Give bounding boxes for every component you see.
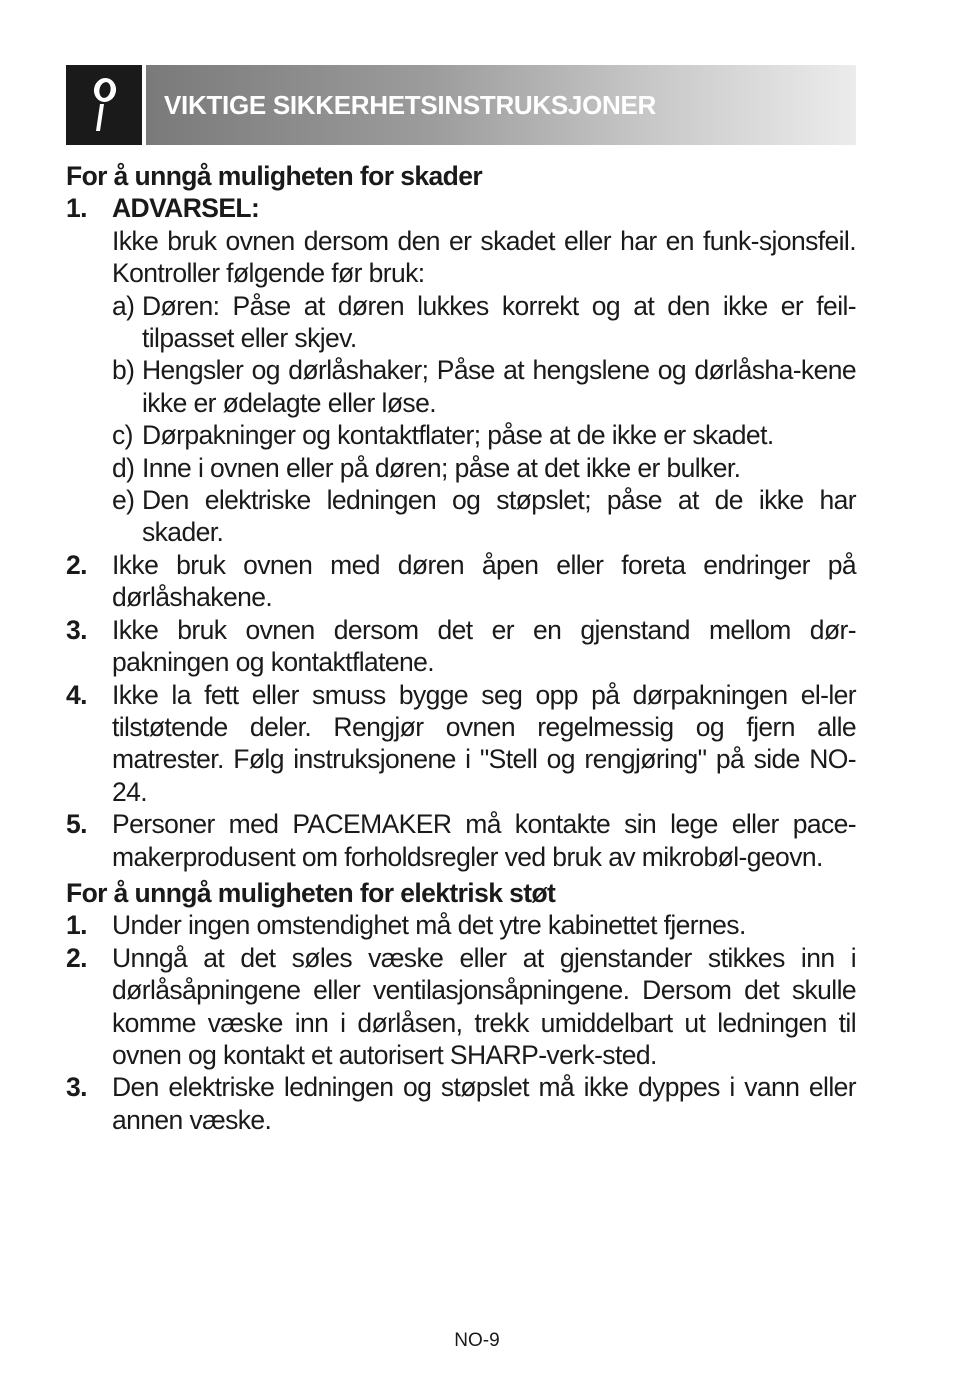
sub-item-letter: a): [112, 290, 135, 321]
item-number: 2.: [66, 549, 87, 580]
item-number: 1.: [66, 193, 87, 224]
sub-item-letter: b): [112, 355, 135, 386]
list-item: [66, 942, 856, 1072]
page-number: NO-9: [454, 1330, 500, 1351]
item-text: Under ingen omstendighet må det ytre kabinettet fjernes.: [112, 910, 746, 941]
item-text: Unngå at det søles væske eller at gjenstander stikkes inn i dørlåsåpningene eller ventilasjonsåpningene. Dersom det skulle komme væske inn i dørlåsen, trekk umiddelbart ut ledningen til ovnen og kontakt et autorisert SHARP-verk-sted.: [112, 942, 856, 1070]
list-item: [66, 1071, 856, 1136]
sub-item-text: Inne i ovnen eller på døren; påse at det ikke er bulker.: [142, 452, 741, 483]
item-number: 1.: [66, 910, 87, 941]
sub-item: [112, 484, 856, 549]
header-title-bar: [146, 65, 856, 145]
sub-item-letter: e): [112, 485, 135, 516]
item-text: Personer med PACEMAKER må kontakte sin lege eller pace-makerprodusent om forholdsregler ved bruk av mikrobøl-geovn.: [112, 809, 856, 872]
item-number: 4.: [66, 679, 87, 710]
list-item: [66, 679, 856, 809]
list-item: [66, 909, 856, 941]
section-heading-electric-shock: For å unngå muligheten for elektrisk støt: [66, 877, 556, 908]
section-heading-injury: For å unngå muligheten for skader: [66, 161, 483, 191]
item-title: ADVARSEL:: [112, 193, 260, 224]
sub-item-text: Dørpakninger og kontaktflater; påse at de ikke er skadet.: [142, 420, 774, 451]
sub-item-text: Hengsler og dørlåshaker; Påse at hengslene og dørlåsha-kene ikke er ødelagte eller løse.: [142, 355, 856, 418]
item-text: Ikke bruk ovnen med døren åpen eller foreta endringer på dørlåshakene.: [112, 549, 856, 613]
warning-exclamation-icon: [88, 76, 120, 134]
sub-item: [112, 452, 856, 484]
item-text: Den elektriske ledningen og støpslet må ikke dyppes i vann eller annen væske.: [112, 1072, 856, 1135]
header-icon-box: [66, 65, 142, 145]
item-number: 3.: [66, 614, 87, 645]
sub-item-letter: d): [112, 452, 135, 483]
sub-item: [112, 419, 856, 451]
sub-item-text: Døren: Påse at døren lukkes korrekt og at den ikke er feil-tilpasset eller skjev.: [142, 290, 856, 354]
sub-item: [112, 354, 856, 419]
list-item: [66, 549, 856, 614]
list-item: [66, 614, 856, 679]
sub-item-text: Den elektriske ledningen og støpslet; påse at de ikke har skader.: [142, 485, 856, 548]
item-number: 3.: [66, 1072, 87, 1103]
instructions-content: [66, 160, 856, 1136]
list-item: [66, 808, 856, 873]
section-header: [66, 65, 856, 145]
item-number: 2.: [66, 942, 87, 973]
sub-item: [112, 290, 856, 355]
sub-item-letter: c): [112, 420, 133, 451]
list-item: [66, 192, 856, 548]
page-title: VIKTIGE SIKKERHETSINSTRUKSJONER: [164, 89, 656, 120]
item-number: 5.: [66, 809, 87, 840]
item-text: Ikke bruk ovnen dersom den er skadet eller har en funk-sjonsfeil. Kontroller følgende før bruk:: [112, 225, 856, 289]
item-text: Ikke la fett eller smuss bygge seg opp på dørpakningen el-ler tilstøtende deler. Rengjør ovnen regelmessig og fjern alle matrester. Følg instruksjonene i "Stell og rengjøring" på side NO-24.: [112, 679, 856, 807]
item-text: Ikke bruk ovnen dersom det er en gjenstand mellom dør-pakningen og kontaktflatene.: [112, 614, 856, 678]
